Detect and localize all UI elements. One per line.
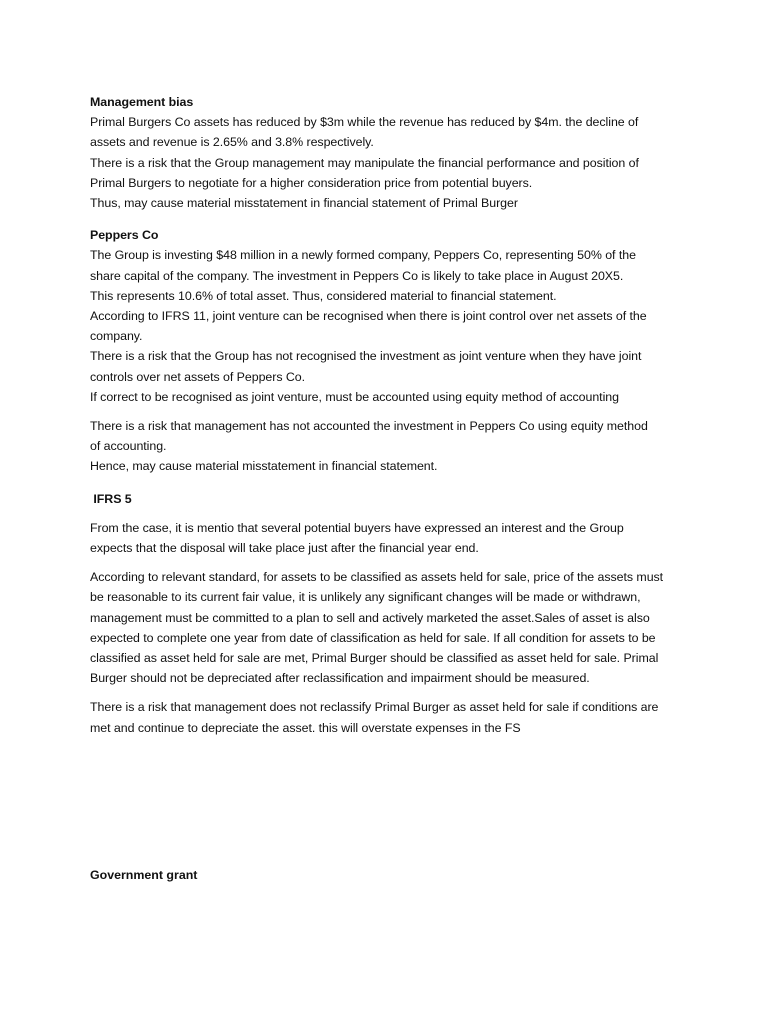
paragraph-line: management must be committed to a plan to sell and actively marketed the asset.Sales of asset is also [90,610,650,625]
paragraph-line: This represents 10.6% of total asset. Thus, considered material to financial statement. [90,288,557,303]
heading-peppers-co: Peppers Co [90,228,159,243]
paragraph-line: expected to complete one year from date of classification as held for sale. If all condition for assets to be [90,630,656,645]
paragraph-line: According to relevant standard, for assets to be classified as assets held for sale, price of the assets must [90,570,664,585]
paragraph-line: company. [90,329,143,344]
paragraph-line: be reasonable to its current fair value, it is unlikely any significant changes will be made or withdrawn, [90,590,641,605]
heading-government-grant: Government grant [90,868,198,882]
paragraph-line: controls over net assets of Peppers Co. [90,369,305,384]
heading-ifrs5: IFRS 5 [90,491,132,506]
paragraph-line: assets and revenue is 2.65% and 3.8% respectively. [90,135,374,150]
paragraph-line: classified as asset held for sale are met, Primal Burger should be classified as asset held for sale. Primal [90,651,659,666]
paragraph-line: met and continue to depreciate the asset. this will overstate expenses in the FS [90,720,521,735]
paragraph-line: Primal Burgers Co assets has reduced by $3m while the revenue has reduced by $4m. the decline of [90,115,639,130]
document-body [90,92,690,738]
paragraph-line: According to IFRS 11, joint venture can be recognised when there is joint control over net assets of the [90,309,647,324]
paragraph-line: The Group is investing $48 million in a newly formed company, Peppers Co, representing 50% of the [90,248,636,263]
paragraph-line: If correct to be recognised as joint venture, must be accounted using equity method of accounting [90,389,619,404]
paragraph-line: There is a risk that the Group has not recognised the investment as joint venture when they have joint [90,349,642,364]
paragraph-line: There is a risk that management has not accounted the investment in Peppers Co using equity method [90,419,648,434]
paragraph-line: From the case, it is mentio that several potential buyers have expressed an interest and the Group [90,520,624,535]
paragraph-line: expects that the disposal will take place just after the financial year end. [90,541,479,556]
paragraph-line: Hence, may cause material misstatement in financial statement. [90,459,438,474]
paragraph-line: There is a risk that the Group management may manipulate the financial performance and position of [90,155,639,170]
paragraph-line: of accounting. [90,439,167,454]
paragraph-line: Primal Burgers to negotiate for a higher consideration price from potential buyers. [90,175,533,190]
paragraph-line: Burger should not be depreciated after reclassification and impairment should be measured. [90,671,590,686]
paragraph-line: Thus, may cause material misstatement in financial statement of Primal Burger [90,196,518,211]
paragraph-line: There is a risk that management does not reclassify Primal Burger as asset held for sale if conditions are [90,700,659,715]
heading-management-bias: Management bias [90,95,194,109]
paragraph-line: share capital of the company. The investment in Peppers Co is likely to take place in August 20X5. [90,268,624,283]
